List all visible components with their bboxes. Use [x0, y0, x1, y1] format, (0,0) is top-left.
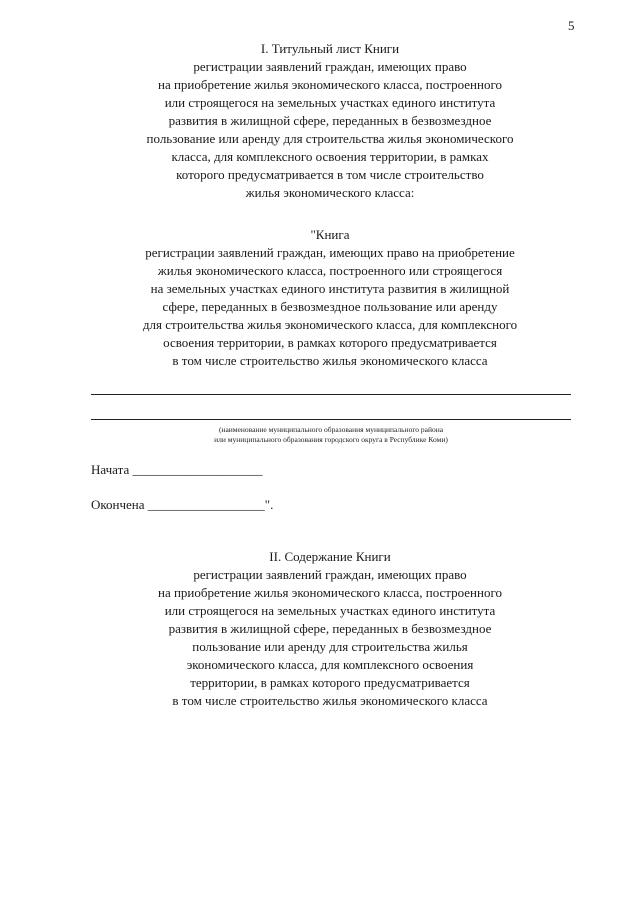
caption	[91, 425, 571, 445]
text-line: для строительства жилья экономического класса, для комплексного	[142, 317, 518, 332]
book-title-block	[90, 226, 570, 370]
section-heading: I. Титульный лист Книги	[260, 41, 400, 56]
section-contents	[90, 548, 570, 710]
text-line: которого предусматривается в том числе строительство	[176, 167, 484, 182]
text-line: экономического класса, для комплексного освоения	[186, 657, 474, 672]
text-line: или строящегося на земельных участках единого института	[164, 95, 496, 110]
caption-line: или муниципального образования городского округа в Республике Коми)	[214, 435, 448, 444]
text-line: регистрации заявлений граждан, имеющих право	[193, 567, 467, 582]
text-line: жилья экономического класса:	[245, 185, 415, 200]
caption-line: (наименование муниципального образования муниципального района	[218, 425, 444, 434]
text-line: пользование или аренду для строительства жилья	[192, 639, 468, 654]
started-field: Начата ____________________	[91, 462, 263, 477]
text-line: в том числе строительство жилья экономического класса	[172, 693, 488, 708]
text-line: на приобретение жилья экономического класса, построенного	[158, 77, 502, 92]
text-line: или строящегося на земельных участках единого института	[164, 603, 496, 618]
text-line: регистрации заявлений граждан, имеющих право на приобретение	[145, 245, 515, 260]
text-line: класса, для комплексного освоения территории, в рамках	[171, 149, 489, 164]
text-line: территории, в рамках которого предусматривается	[190, 675, 470, 690]
text-line: пользование или аренду для строительства жилья экономического	[146, 131, 514, 146]
book-heading: "Книга	[310, 227, 350, 242]
text-line: на приобретение жилья экономического класса, построенного	[158, 585, 502, 600]
blank-line	[91, 394, 571, 395]
text-line: развития в жилищной сфере, переданных в безвозмездное	[168, 113, 492, 128]
text-line: на земельных участках единого института развития в жилищной	[150, 281, 510, 296]
ended-field: Окончена __________________".	[91, 497, 274, 512]
text-line: развития в жилищной сфере, переданных в безвозмездное	[168, 621, 492, 636]
text-line: сфере, переданных в безвозмездное пользование или аренду	[162, 299, 498, 314]
section-title-page	[90, 40, 570, 202]
section-heading: II. Содержание Книги	[269, 549, 391, 564]
page-number: 5	[568, 18, 575, 33]
text-line: в том числе строительство жилья экономического класса	[172, 353, 488, 368]
blank-line	[91, 419, 571, 420]
text-line: регистрации заявлений граждан, имеющих право	[193, 59, 467, 74]
text-line: освоения территории, в рамках которого предусматривается	[163, 335, 497, 350]
text-line: жилья экономического класса, построенного или строящегося	[157, 263, 503, 278]
